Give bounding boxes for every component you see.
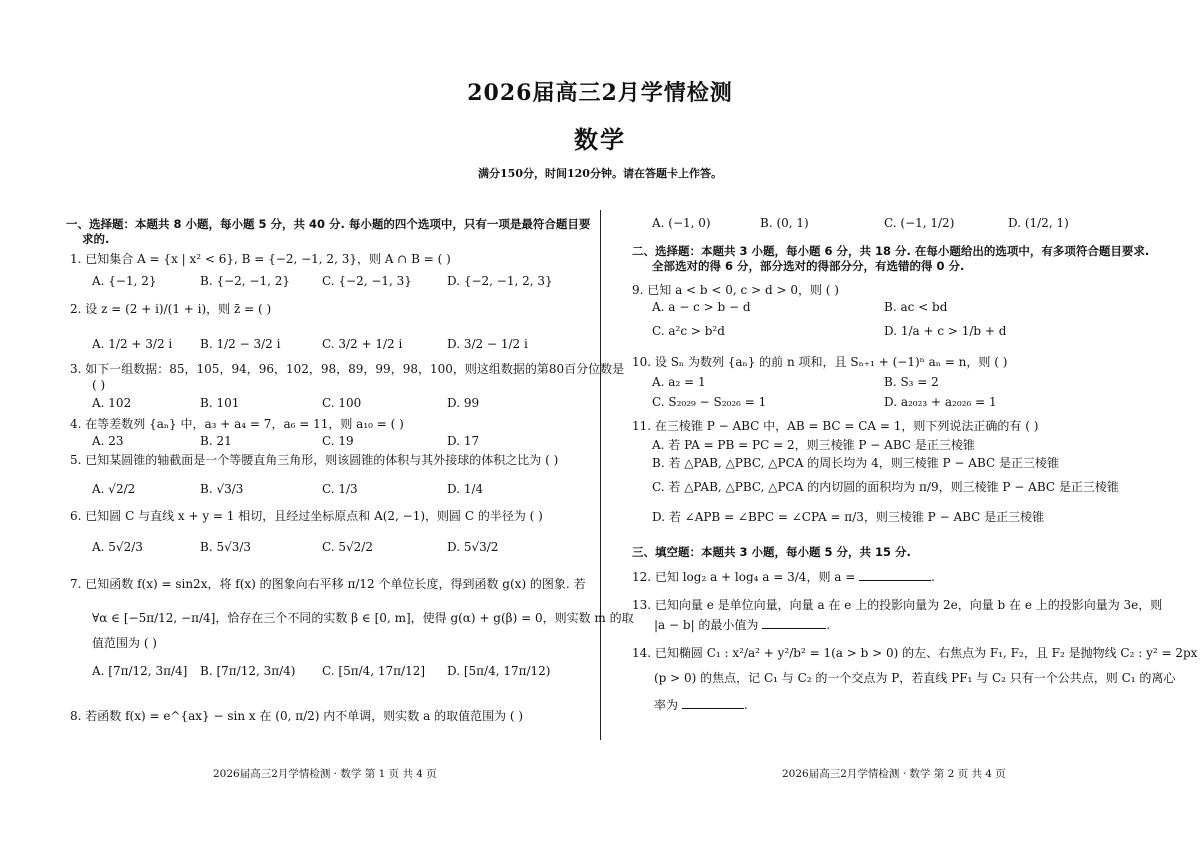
exam-subject: 数学 <box>574 125 626 154</box>
q8-option-b: B. (0, 1) <box>760 216 809 230</box>
q7-stem-cont: ∀α ∈ [−5π/12, −π/4]，恰存在三个不同的实数 β ∈ [0, m]，使得 g(α) + g(β) = 0，则实数 m 的取 <box>92 611 634 625</box>
q9-option-a: A. a − c > b − d <box>652 300 751 314</box>
q10-option-a: A. a₂ = 1 <box>652 375 706 389</box>
q3-option-b: B. 101 <box>200 396 240 410</box>
q3-option-d: D. 99 <box>447 396 480 410</box>
q12-text: 12. 已知 log₂ a + log₄ a = 3/4，则 a = <box>632 570 856 584</box>
q8-stem: 8. 若函数 f(x) = e^{ax} − sin x 在 (0, π/2) 内不单调，则实数 a 的取值范围为 ( ) <box>70 709 524 723</box>
q9-option-c: C. a²c > b²d <box>652 324 725 338</box>
q3-option-c: C. 100 <box>322 396 362 410</box>
q3-stem: 3. 如下一组数据：85，105，94，96，102，98，89，99，98，100，则这组数据的第80百分位数是 <box>70 362 625 376</box>
q11-option-d: D. 若 ∠APB = ∠BPC = ∠CPA = π/3，则三棱锥 P − ABC 是正三棱锥 <box>652 510 1045 524</box>
section2-heading-cont: 全部选对的得 6 分，部分选对的得部分分，有选错的得 0 分. <box>652 259 965 273</box>
q1-option-a: A. {−1, 2} <box>92 274 157 288</box>
section2-heading: 二、选择题：本题共 3 小题，每小题 6 分，共 18 分. 在每小题给出的选项中，有多项符合题目要求. <box>632 244 1150 258</box>
q2-stem: 2. 设 z = (2 + i)/(1 + i)，则 z̄ = ( ) <box>70 302 272 316</box>
q13-end: . <box>826 618 831 632</box>
section1-heading: 一、选择题：本题共 8 小题，每小题 5 分，共 40 分. 每小题的四个选项中，只有一项是最符合题目要 <box>66 217 591 231</box>
q7-option-a: A. [7π/12, 3π/4] <box>92 664 188 678</box>
section1-heading-cont: 求的. <box>82 232 110 246</box>
q7-option-b: B. [7π/12, 3π/4) <box>200 664 296 678</box>
q6-option-a: A. 5√2/3 <box>92 540 143 554</box>
q9-option-d: D. 1/a + c > 1/b + d <box>884 324 1007 338</box>
q3-option-a: A. 102 <box>92 396 132 410</box>
q4-option-b: B. 21 <box>200 434 232 448</box>
q13-stem: 13. 已知向量 e 是单位向量，向量 a 在 e 上的投影向量为 2e，向量 b 在 e 上的投影向量为 3e，则 <box>632 598 1163 612</box>
q14-stem-cont2 <box>654 696 748 713</box>
q13-text: |a − b| 的最小值为 <box>654 618 759 632</box>
q14-text: 率为 <box>654 698 679 712</box>
q12-end: . <box>931 570 935 584</box>
exam-title: 2026届高三2月学情检测 <box>467 80 733 106</box>
q5-option-d: D. 1/4 <box>447 482 484 496</box>
q6-option-c: C. 5√2/2 <box>322 540 373 554</box>
q10-option-b: B. S₃ = 2 <box>884 375 939 389</box>
q9-stem: 9. 已知 a < b < 0, c > d > 0，则 ( ) <box>632 283 839 297</box>
q8-option-c: C. (−1, 1/2) <box>884 216 955 230</box>
q1-stem: 1. 已知集合 A = {x | x² < 6}, B = {−2, −1, 2, 3}，则 A ∩ B = ( ) <box>70 252 451 266</box>
q8-option-a: A. (−1, 0) <box>652 216 711 230</box>
q10-option-c: C. S₂₀₂₉ − S₂₀₂₆ = 1 <box>652 395 767 409</box>
q8-option-d: D. (1/2, 1) <box>1008 216 1069 230</box>
q1-option-d: D. {−2, −1, 2, 3} <box>447 274 553 288</box>
q7-option-d: D. [5π/4, 17π/12) <box>447 664 551 678</box>
q10-stem: 10. 设 Sₙ 为数列 {aₙ} 的前 n 项和，且 Sₙ₊₁ + (−1)ⁿ aₙ = n，则 ( ) <box>632 355 1008 369</box>
q14-answer-blank[interactable] <box>682 696 744 709</box>
q4-stem: 4. 在等差数列 {aₙ} 中，a₃ + a₄ = 7，a₆ = 11，则 a₁₀ = ( ) <box>70 417 404 431</box>
q7-stem: 7. 已知函数 f(x) = sin2x，将 f(x) 的图象向右平移 π/12 个单位长度，得到函数 g(x) 的图象. 若 <box>70 577 586 591</box>
q11-option-b: B. 若 △PAB, △PBC, △PCA 的周长均为 4，则三棱锥 P − ABC 是正三棱锥 <box>652 456 1059 470</box>
q7-stem-cont2: 值范围为 ( ) <box>92 636 157 650</box>
footer-right: 2026届高三2月学情检测 · 数学 第 2 页 共 4 页 <box>782 768 1006 780</box>
q14-end: . <box>743 698 748 712</box>
q12-stem <box>632 568 935 585</box>
q1-option-c: C. {−2, −1, 3} <box>322 274 412 288</box>
footer-left: 2026届高三2月学情检测 · 数学 第 1 页 共 4 页 <box>213 768 437 780</box>
exam-note: 满分150分，时间120分钟。请在答题卡上作答。 <box>478 167 722 180</box>
q9-option-b: B. ac < bd <box>884 300 948 314</box>
q13-answer-blank[interactable] <box>762 616 826 629</box>
q5-stem: 5. 已知某圆锥的轴截面是一个等腰直角三角形，则该圆锥的体积与其外接球的体积之比为 ( ) <box>70 453 559 467</box>
q6-stem: 6. 已知圆 C 与直线 x + y = 1 相切，且经过坐标原点和 A(2, −1)，则圆 C 的半径为 ( ) <box>70 509 543 523</box>
q3-stem-cont: ( ) <box>92 378 106 392</box>
q7-option-c: C. [5π/4, 17π/12] <box>322 664 426 678</box>
q11-option-a: A. 若 PA = PB = PC = 2，则三棱锥 P − ABC 是正三棱锥 <box>652 438 975 452</box>
q5-option-a: A. √2/2 <box>92 482 136 496</box>
q10-option-d: D. a₂₀₂₃ + a₂₀₂₆ = 1 <box>884 395 997 409</box>
q5-option-b: B. √3/3 <box>200 482 244 496</box>
q6-option-b: B. 5√3/3 <box>200 540 252 554</box>
q11-option-c: C. 若 △PAB, △PBC, △PCA 的内切圆的面积均为 π/9，则三棱锥 P − ABC 是正三棱锥 <box>652 480 1119 494</box>
q11-stem: 11. 在三棱锥 P − ABC 中，AB = BC = CA = 1，则下列说法正确的有 ( ) <box>632 419 1039 433</box>
q12-answer-blank[interactable] <box>859 568 931 581</box>
column-divider <box>600 210 601 740</box>
q2-option-b: B. 1/2 − 3/2 i <box>200 337 281 351</box>
q1-option-b: B. {−2, −1, 2} <box>200 274 290 288</box>
q13-stem-cont <box>654 616 830 633</box>
q2-option-d: D. 3/2 − 1/2 i <box>447 337 528 351</box>
q4-option-c: C. 19 <box>322 434 354 448</box>
section3-heading: 三、填空题：本题共 3 小题，每小题 5 分，共 15 分. <box>632 545 911 559</box>
q4-option-a: A. 23 <box>92 434 124 448</box>
q2-option-c: C. 3/2 + 1/2 i <box>322 337 403 351</box>
q4-option-d: D. 17 <box>447 434 480 448</box>
q5-option-c: C. 1/3 <box>322 482 358 496</box>
q14-stem: 14. 已知椭圆 C₁ : x²/a² + y²/b² = 1(a > b > 0) 的左、右焦点为 F₁, F₂，且 F₂ 是抛物线 C₂ : y² = 2px <box>632 646 1198 660</box>
q2-option-a: A. 1/2 + 3/2 i <box>92 337 173 351</box>
q14-stem-cont: (p > 0) 的焦点，记 C₁ 与 C₂ 的一个交点为 P，若直线 PF₁ 与 C₂ 只有一个公共点，则 C₁ 的离心 <box>654 671 1176 685</box>
q6-option-d: D. 5√3/2 <box>447 540 499 554</box>
